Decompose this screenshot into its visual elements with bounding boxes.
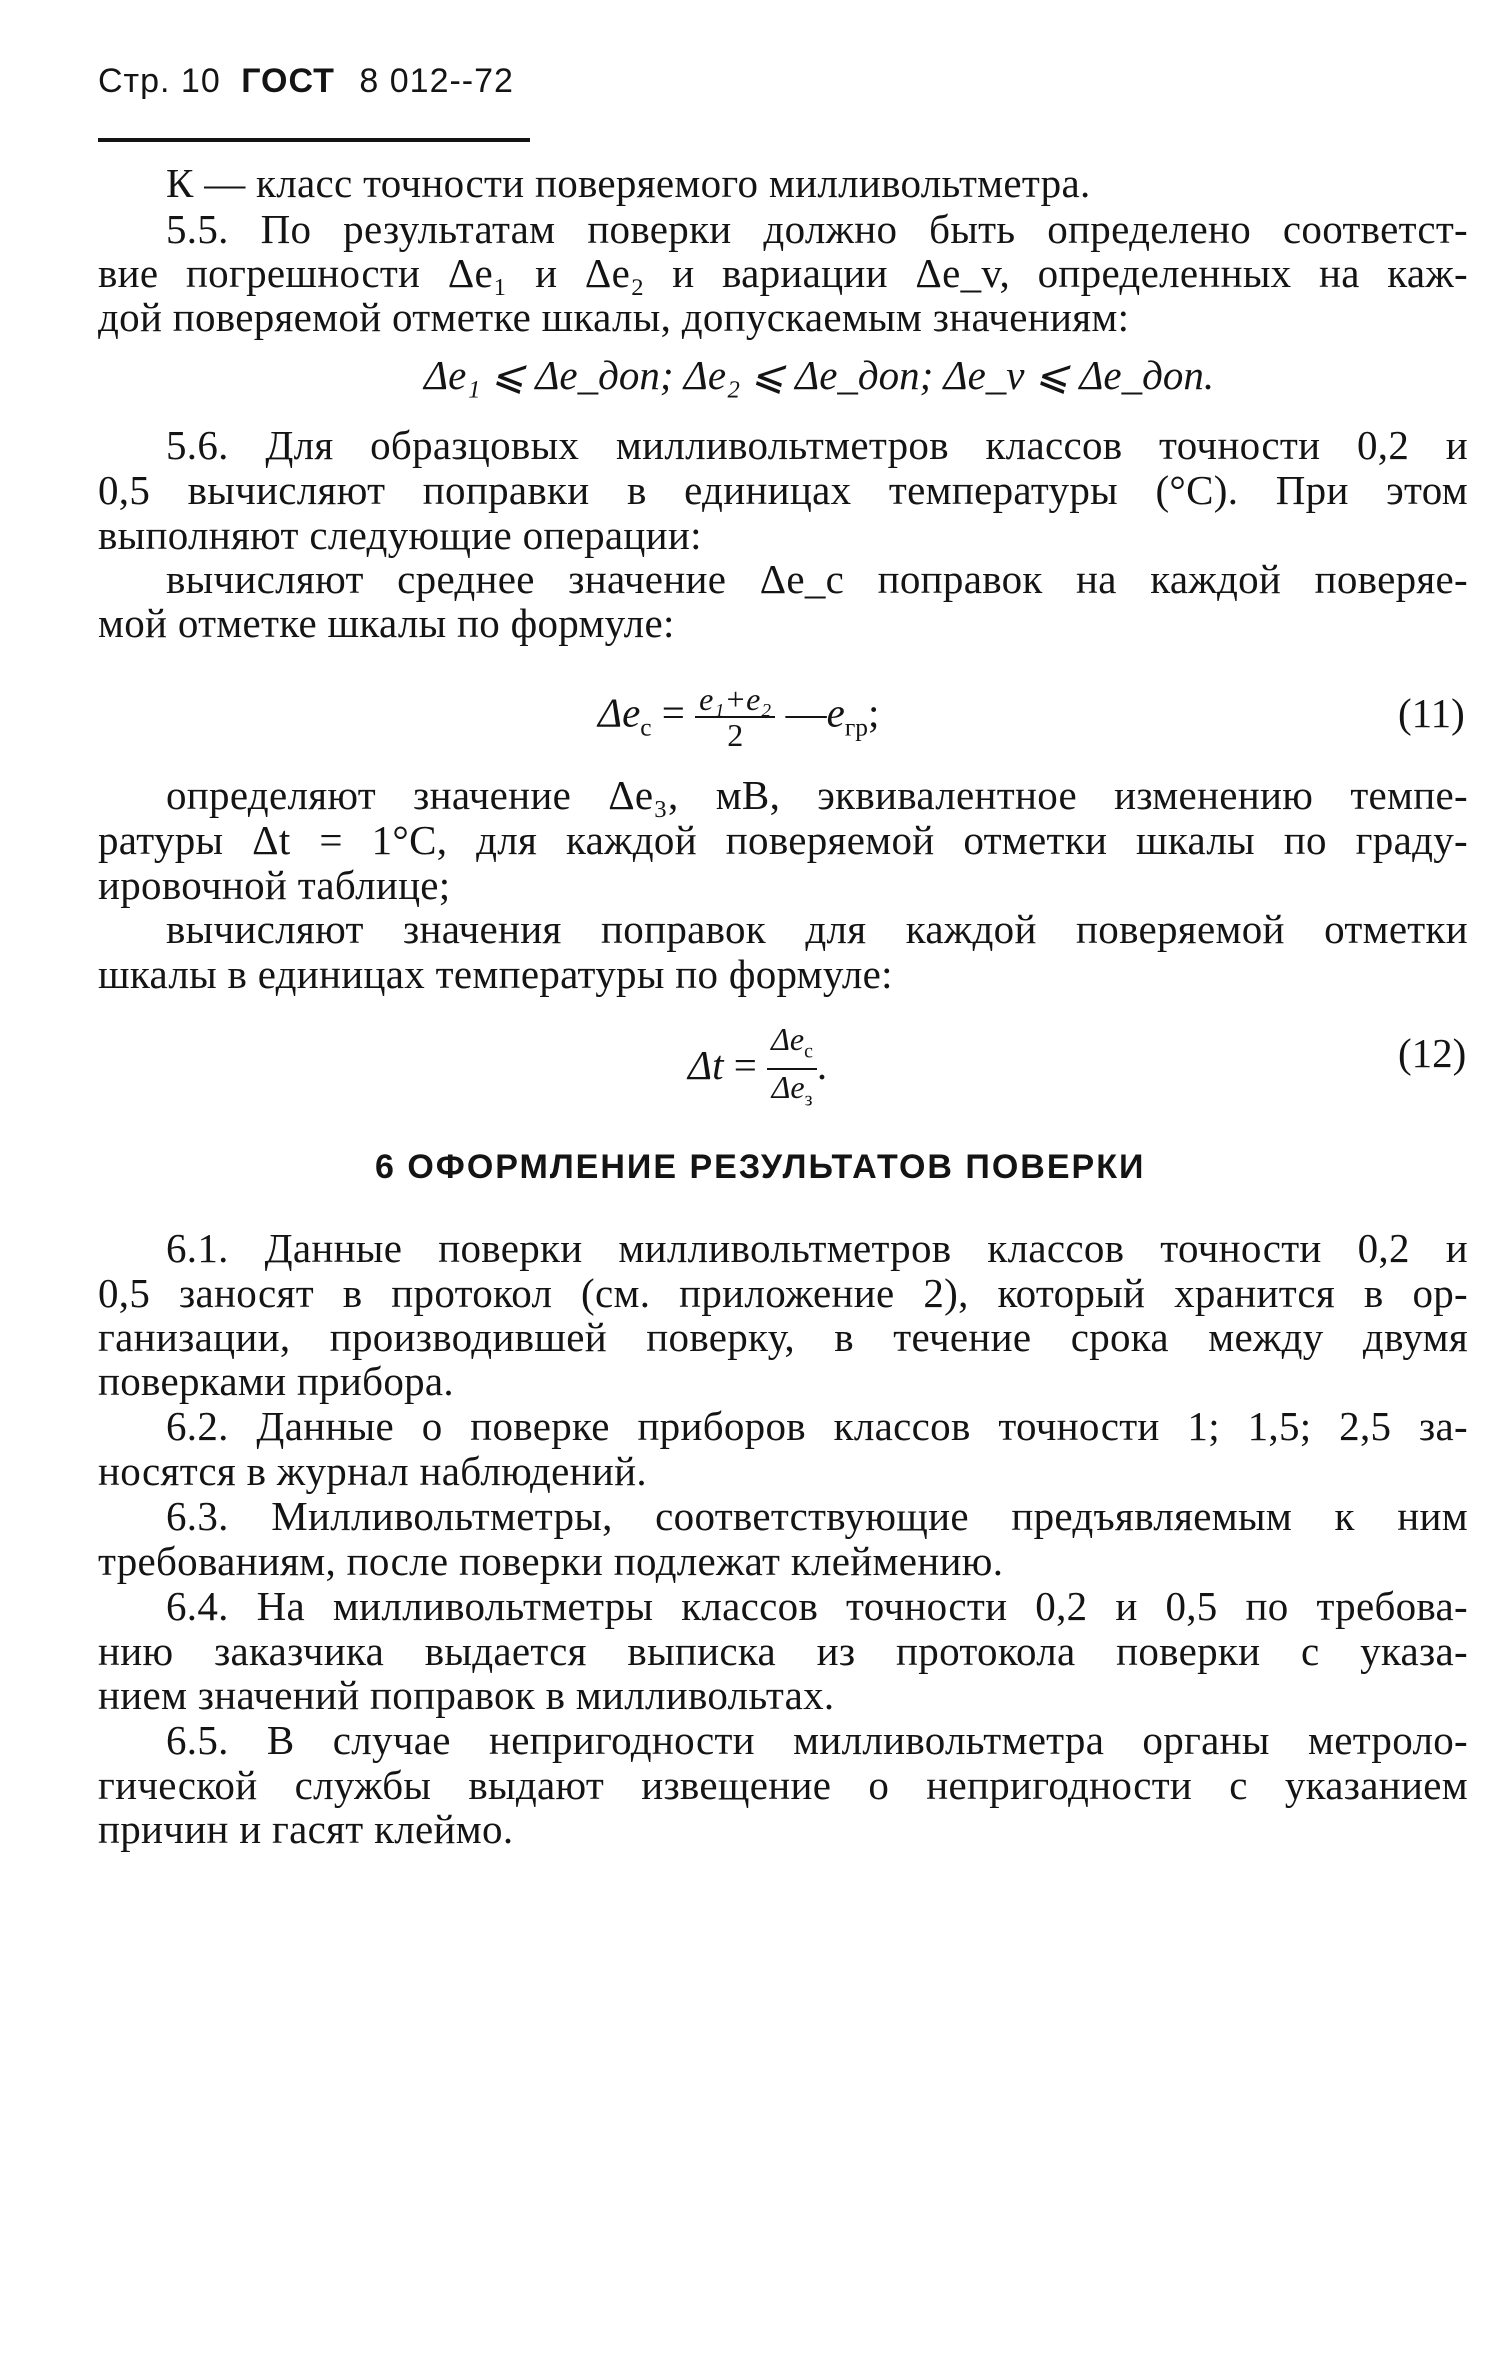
formula-12: Δt = $\frac{\Delta e_с}{\Delta e_з}$ . bbox=[688, 1022, 827, 1117]
text-line: К — класс точности поверяемого милливольтметра. bbox=[166, 160, 1091, 206]
formula-11-rhs-sub: гр bbox=[844, 713, 868, 742]
formula-12-fraction bbox=[767, 1022, 817, 1117]
text-line: шкалы в единицах температуры по формуле: bbox=[98, 951, 893, 997]
gost-label: ГОСТ bbox=[241, 62, 335, 100]
formula-11-fraction bbox=[695, 682, 775, 752]
text-line: носятся в журнал наблюдений. bbox=[98, 1448, 647, 1494]
standard-number: 8 012--72 bbox=[359, 62, 514, 100]
text-line: вычисляют среднее значение Δe_c поправок на каждой поверяе- bbox=[166, 556, 1468, 602]
text-line: определяют значение Δe₃, мВ, эквивалентное изменению темпе- bbox=[166, 772, 1468, 818]
text-line: 6.4. На милливольтметры классов точности 0,2 и 0,5 по требова- bbox=[166, 1583, 1468, 1629]
text-line: нием значений поправок в милливольтах. bbox=[98, 1672, 835, 1718]
formula-11: $\Delta e_с$ = $\frac{\text{e₁+e₂}}{2}$ $—e_{гр}$; bbox=[598, 681, 880, 753]
text-line: вие погрешности Δe₁ и Δe₂ и вариации Δe_v, определенных на каж- bbox=[98, 250, 1468, 296]
equation-number-12: (12) bbox=[1398, 1030, 1467, 1076]
text-line: требованиям, после поверки подлежат клеймению. bbox=[98, 1538, 1004, 1584]
formula-11-numerator: e₁+e₂ bbox=[695, 682, 775, 718]
text-line: 5.5. По результатам поверки должно быть определено соответст- bbox=[166, 206, 1468, 252]
text-line: 6.3. Милливольтметры, соответствующие предъявляемым к ним bbox=[166, 1493, 1468, 1539]
equation-number-11: (11) bbox=[1398, 690, 1465, 736]
text-line: дой поверяемой отметке шкалы, допускаемым значениям: bbox=[98, 294, 1130, 340]
text-line: выполняют следующие операции: bbox=[98, 512, 702, 558]
formula-11-lhs-sub: с bbox=[640, 713, 652, 742]
page-header bbox=[98, 62, 514, 101]
header-rule bbox=[98, 138, 530, 142]
text-line: ганизации, производившей поверку, в течение срока между двумя bbox=[98, 1314, 1468, 1360]
formula-12-denominator: Δe bbox=[771, 1069, 805, 1106]
text-line: 6.5. В случае непригодности милливольтметра органы метроло- bbox=[166, 1717, 1468, 1763]
inequality-formula: Δe₁ ⩽ Δe_доп; Δe₂ ⩽ Δe_доп; Δe_v ⩽ Δe_доп. bbox=[424, 352, 1215, 398]
text-line: 0,5 вычисляют поправки в единицах температуры (°С). При этом bbox=[98, 467, 1468, 513]
text-line: 0,5 заносят в протокол (см. приложение 2), который хранится в ор- bbox=[98, 1270, 1468, 1316]
text-line: 6.2. Данные о поверке приборов классов точности 1; 1,5; 2,5 за- bbox=[166, 1403, 1468, 1449]
text-line: мой отметке шкалы по формуле: bbox=[98, 600, 675, 646]
text-line: вычисляют значения поправок для каждой поверяемой отметки bbox=[166, 906, 1468, 952]
formula-12-numerator-sub: с bbox=[804, 1040, 813, 1063]
formula-11-denominator: 2 bbox=[727, 717, 744, 753]
text-line: 5.6. Для образцовых милливольтметров классов точности 0,2 и bbox=[166, 422, 1468, 468]
text-line: гической службы выдают извещение о непригодности с указанием bbox=[98, 1762, 1468, 1808]
formula-12-numerator: Δe bbox=[771, 1021, 805, 1057]
text-line: причин и гасят клеймо. bbox=[98, 1806, 514, 1852]
text-line: 6.1. Данные поверки милливольтметров классов точности 0,2 и bbox=[166, 1225, 1468, 1271]
text-line: нию заказчика выдается выписка из протокола поверки с указа- bbox=[98, 1628, 1468, 1674]
section-heading: 6 ОФОРМЛЕНИЕ РЕЗУЛЬТАТОВ ПОВЕРКИ bbox=[375, 1148, 1146, 1186]
text-line: поверками прибора. bbox=[98, 1358, 454, 1404]
formula-12-denominator-sub: з bbox=[804, 1088, 813, 1111]
formula-11-lhs: Δe bbox=[598, 689, 641, 736]
page-number: Стр. 10 bbox=[98, 62, 221, 100]
formula-11-rhs: e bbox=[826, 689, 845, 736]
text-line: ировочной таблице; bbox=[98, 862, 451, 908]
formula-12-lhs: Δt bbox=[688, 1041, 724, 1088]
text-line: ратуры Δt = 1°С, для каждой поверяемой отметки шкалы по граду- bbox=[98, 817, 1468, 863]
